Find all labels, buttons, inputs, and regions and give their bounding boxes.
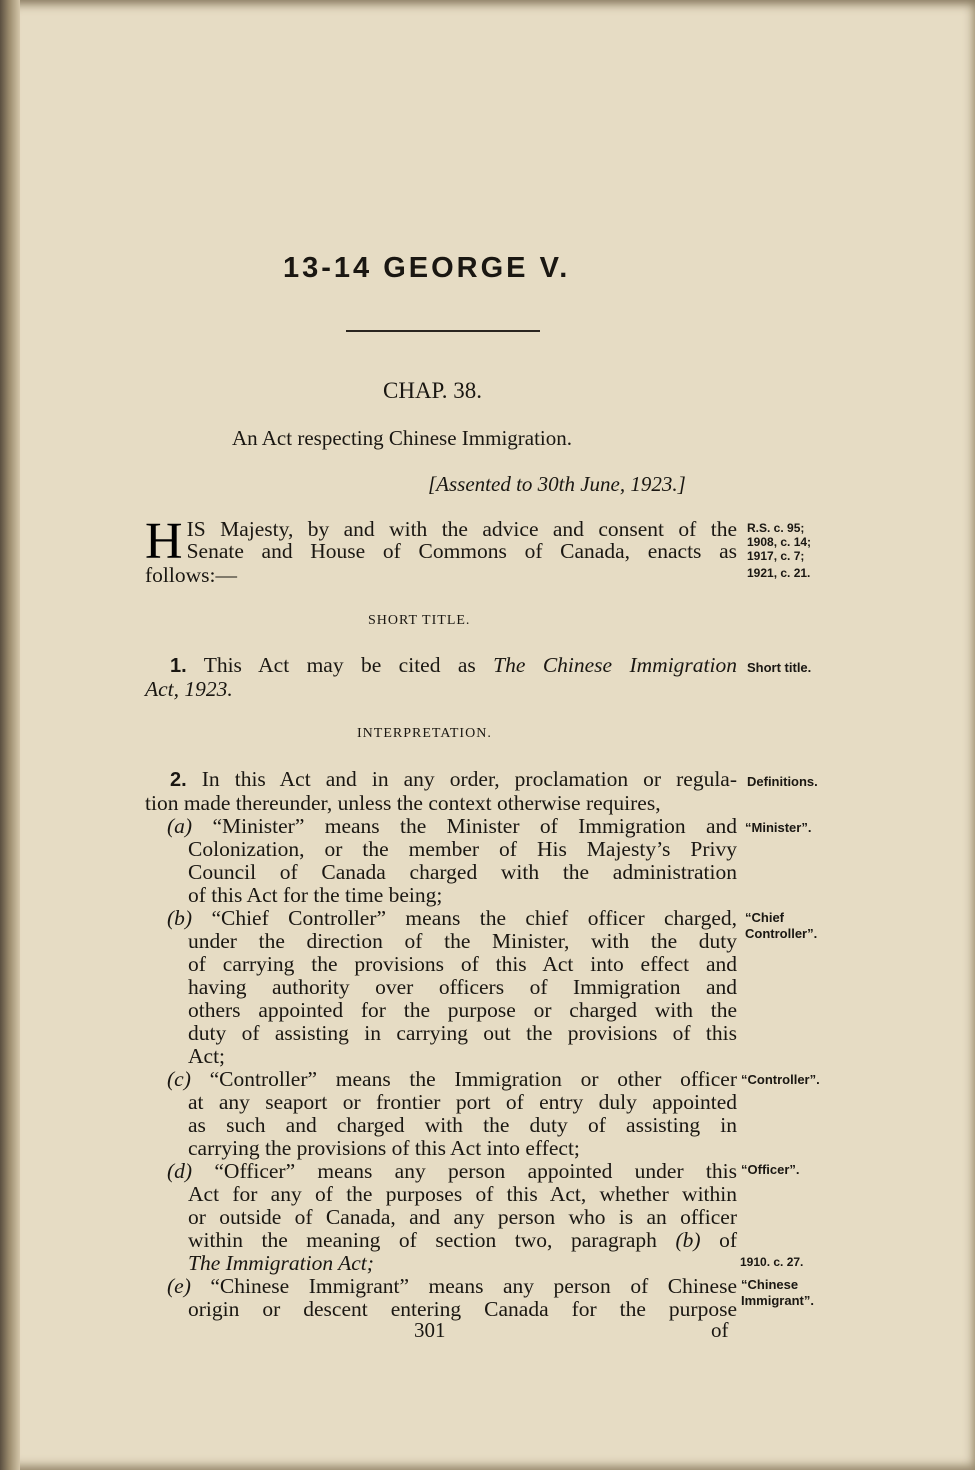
text-line: of carrying the provisions of this Act into effect and (188, 952, 737, 976)
text-line: tion made thereunder, unless the context otherwise requires, (145, 791, 661, 815)
section-heading: SHORT TITLE. (368, 613, 471, 628)
margin-note: Immigrant”. (741, 1293, 814, 1308)
margin-note: 1910. c. 27. (740, 1255, 804, 1269)
enacting-line: Senate and House of Commons of Canada, enacts as (186, 539, 737, 563)
text-run: within the meaning of section two, paragraph (188, 1228, 657, 1252)
text-run: (b) (675, 1228, 701, 1252)
text-line: Colonization, or the member of His Majesty’s Privy (188, 837, 737, 861)
section-number: 1. (170, 655, 187, 677)
text-line: at any seaport or frontier port of entry duly appointed (188, 1090, 737, 1114)
section-heading: INTERPRETATION. (357, 726, 492, 741)
text-line: of this Act for the time being; (188, 883, 443, 907)
margin-note: “Officer”. (741, 1162, 800, 1177)
header-rule (346, 330, 540, 332)
text-run: “Controller” means the Immigration or other officer (209, 1067, 737, 1091)
act-title: An Act respecting Chinese Immigration. (232, 426, 573, 450)
margin-note: “Chinese (741, 1277, 799, 1292)
enacting-clause (145, 513, 737, 587)
text-run: In this Act and in any order, proclamation or regula- (201, 767, 738, 791)
para-label: (c) (167, 1067, 191, 1091)
section-2 (145, 768, 737, 1321)
chapter-heading: CHAP. 38. (383, 378, 483, 403)
margin-note: Short title. (747, 660, 812, 675)
text-line: carrying the provisions of this Act into effect; (188, 1136, 580, 1160)
margin-note: Definitions. (747, 774, 818, 789)
text-line: as such and charged with the duty of assisting in (188, 1113, 737, 1137)
text-line: others appointed for the purpose or charged with the (188, 998, 737, 1022)
para-label: (a) (167, 814, 193, 838)
text-run: “Minister” means the Minister of Immigration and (212, 814, 738, 838)
drop-cap: H (145, 513, 183, 570)
section-1 (145, 654, 737, 701)
margin-note: R.S. c. 95; (747, 521, 805, 535)
catchword: of (711, 1318, 729, 1342)
text-line: duty of assisting in carrying out the provisions of this (188, 1021, 737, 1045)
text-run: This Act may be cited as (203, 653, 476, 677)
text-run: “Chief Controller” means the chief officer charged, (211, 906, 737, 930)
margin-note: Controller”. (745, 926, 818, 941)
text-run: “Officer” means any person appointed under this (214, 1159, 737, 1183)
enacting-line: IS Majesty, by and with the advice and consent of the (186, 517, 737, 541)
section-number: 2. (170, 769, 187, 791)
para-label: (b) (167, 906, 193, 930)
assent-line: [Assented to 30th June, 1923.] (428, 472, 686, 496)
para-label: (d) (167, 1159, 193, 1183)
text-line: Act for any of the purposes of this Act, whether within (188, 1182, 737, 1206)
text-run: “Chinese Immigrant” means any person of Chinese (210, 1274, 738, 1298)
text-line: under the direction of the Minister, with the duty (188, 929, 737, 953)
enacting-line: follows:— (145, 563, 237, 587)
reign-heading: 13-14 GEORGE V. (283, 252, 571, 284)
book-binding (0, 0, 20, 1470)
text-line: having authority over officers of Immigration and (188, 975, 737, 999)
text-line: origin or descent entering Canada for the purpose (188, 1297, 737, 1321)
margin-note: “Controller”. (741, 1072, 820, 1087)
text-line: Council of Canada charged with the administration (188, 860, 737, 884)
text-line: The Immigration Act; (188, 1251, 374, 1275)
text-line: Act; (188, 1044, 226, 1068)
text-line: or outside of Canada, and any person who is an officer (188, 1205, 737, 1229)
text-run: of (719, 1228, 737, 1252)
margin-note: “Minister”. (745, 820, 812, 835)
page-number: 301 (414, 1318, 446, 1342)
margin-note: “Chief (745, 910, 784, 925)
margin-note: 1908, c. 14; (747, 535, 812, 549)
text-run: Act, 1923. (145, 677, 233, 701)
margin-note: 1917, c. 7; (747, 549, 805, 563)
margin-note: 1921, c. 21. (747, 566, 811, 580)
para-label: (e) (167, 1274, 191, 1298)
text-run: The Chinese Immigration (493, 653, 737, 677)
